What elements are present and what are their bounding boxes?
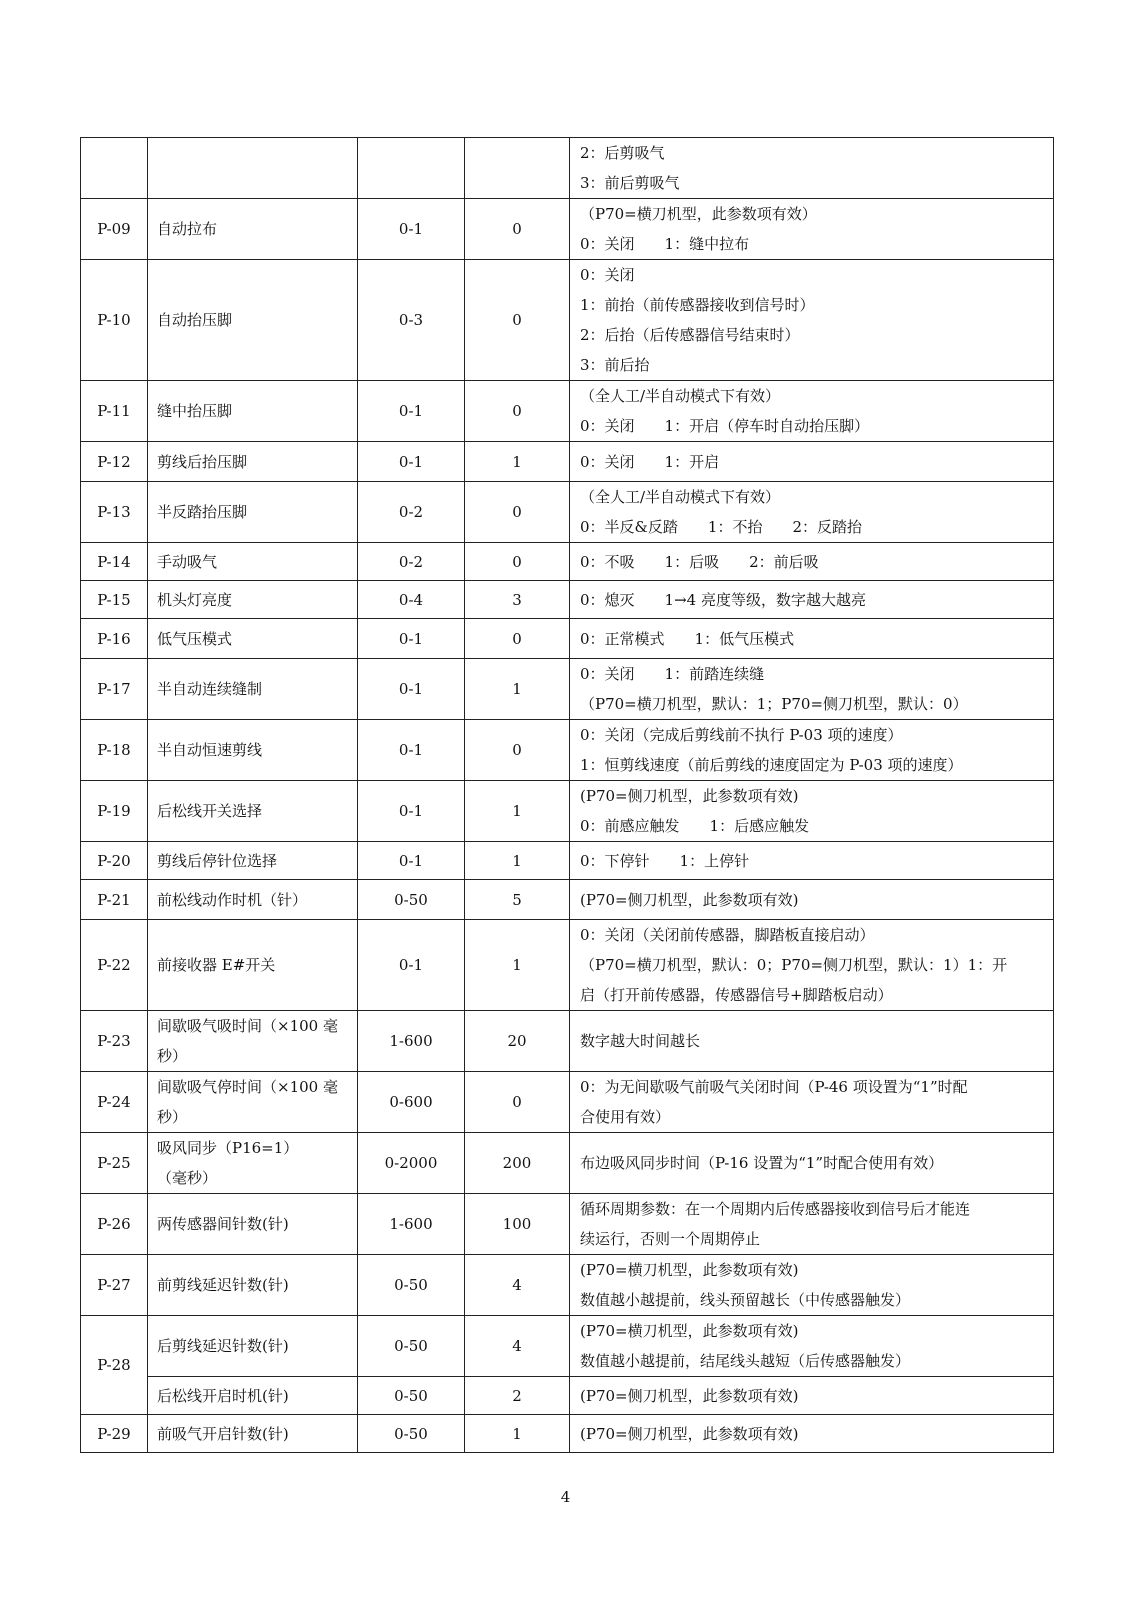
param-name-line: 剪线后停针位选择 <box>157 851 278 870</box>
param-description-line: 0：关闭 1：开启（停车时自动抬压脚） <box>580 417 870 435</box>
param-name-cell <box>148 1377 358 1415</box>
param-description-line: 1：前抬（前传感器接收到信号时） <box>580 296 815 314</box>
param-name-cell <box>148 720 358 781</box>
parameter-table <box>80 137 1054 1453</box>
table-row <box>81 543 1054 581</box>
param-description-line: 0：熄灭 1→4 亮度等级，数字越大越亮 <box>580 590 866 609</box>
param-name-line: 剪线后抬压脚 <box>157 452 248 471</box>
table-row <box>81 381 1054 442</box>
param-default-cell: 3 <box>465 581 570 619</box>
param-name-cell <box>148 781 358 842</box>
param-range-cell: 0-1 <box>358 381 465 442</box>
param-default-cell: 1 <box>465 920 570 1011</box>
param-description-line: 0：正常模式 1：低气压模式 <box>580 629 795 648</box>
param-name-cell <box>148 619 358 659</box>
param-name-line: 低气压模式 <box>157 629 233 648</box>
param-description-line: (P70=横刀机型，此参数项有效) <box>580 1261 799 1279</box>
param-name-line: 前剪线延迟针数(针) <box>157 1276 289 1294</box>
param-description-line: （全人工/半自动模式下有效） <box>580 488 781 506</box>
param-name-line: 间歇吸气停时间（×100 毫 <box>157 1078 338 1096</box>
param-name-line: 半自动连续缝制 <box>157 680 263 698</box>
param-description-line: 合使用有效） <box>580 1108 671 1126</box>
param-range-cell: 0-1 <box>358 920 465 1011</box>
param-code-cell: P-26 <box>81 1194 148 1255</box>
param-range-cell: 0-50 <box>358 1377 465 1415</box>
param-description-line: 0：关闭（关闭前传感器，脚踏板直接启动） <box>580 926 875 944</box>
param-range-cell: 0-50 <box>358 1255 465 1316</box>
param-description-line: 2：后抬（后传感器信号结束时） <box>580 326 800 344</box>
table-row <box>81 659 1054 720</box>
param-name-cell <box>148 1194 358 1255</box>
param-name-cell <box>148 1072 358 1133</box>
param-code-cell: P-12 <box>81 442 148 482</box>
param-description-cell <box>570 1072 1054 1133</box>
param-description-line: 数值越小越提前，线头预留越长（中传感器触发） <box>580 1291 911 1309</box>
param-default-cell: 0 <box>465 1072 570 1133</box>
param-description-line: (P70=横刀机型，此参数项有效) <box>580 1322 799 1340</box>
param-range-cell: 0-50 <box>358 880 465 920</box>
param-default-cell: 1 <box>465 1415 570 1453</box>
param-code-cell: P-18 <box>81 720 148 781</box>
param-description-cell <box>570 720 1054 781</box>
param-name-cell <box>148 880 358 920</box>
param-code-cell: P-20 <box>81 842 148 880</box>
table-row <box>81 619 1054 659</box>
param-name-cell <box>148 920 358 1011</box>
param-description-line: 0：关闭（完成后剪线前不执行 P-03 项的速度） <box>580 726 903 744</box>
param-name-cell <box>148 1316 358 1377</box>
param-description-cell <box>570 842 1054 880</box>
table-row <box>81 842 1054 880</box>
param-code-cell: P-16 <box>81 619 148 659</box>
param-description-cell <box>570 260 1054 381</box>
param-description-line: 0：不吸 1：后吸 2：前后吸 <box>580 552 819 571</box>
param-description-line: 0：关闭 1：缝中拉布 <box>580 235 750 253</box>
param-code-cell: P-27 <box>81 1255 148 1316</box>
param-range-cell: 0-1 <box>358 442 465 482</box>
param-range-cell: 0-2 <box>358 543 465 581</box>
param-name-line: （毫秒） <box>157 1169 218 1187</box>
param-range-cell: 0-3 <box>358 260 465 381</box>
param-description-cell <box>570 1255 1054 1316</box>
param-default-cell: 100 <box>465 1194 570 1255</box>
param-name-line: 半自动恒速剪线 <box>157 741 263 759</box>
param-description-line: 3：前后剪吸气 <box>580 174 680 192</box>
param-range-cell: 1-600 <box>358 1011 465 1072</box>
param-default-cell: 200 <box>465 1133 570 1194</box>
param-range-cell <box>358 138 465 199</box>
param-default-cell <box>465 138 570 199</box>
param-name-line: 自动抬压脚 <box>157 311 233 329</box>
table-row <box>81 781 1054 842</box>
table-row <box>81 1255 1054 1316</box>
param-description-cell <box>570 199 1054 260</box>
param-range-cell: 0-50 <box>358 1415 465 1453</box>
param-name-cell <box>148 1133 358 1194</box>
param-description-line: 0：前感应触发 1：后感应触发 <box>580 817 810 835</box>
param-code-cell <box>81 138 148 199</box>
param-range-cell: 0-1 <box>358 842 465 880</box>
param-description-line: 布边吸风同步时间（P-16 设置为“1”时配合使用有效） <box>580 1154 944 1172</box>
param-description-cell <box>570 442 1054 482</box>
param-name-cell <box>148 659 358 720</box>
param-range-cell: 0-4 <box>358 581 465 619</box>
param-range-cell: 0-1 <box>358 781 465 842</box>
param-code-cell: P-21 <box>81 880 148 920</box>
param-name-cell <box>148 1011 358 1072</box>
table-row <box>81 1011 1054 1072</box>
table-row <box>81 920 1054 1011</box>
param-description-line: (P70=侧刀机型，此参数项有效) <box>580 787 799 805</box>
param-description-line: (P70=侧刀机型，此参数项有效) <box>580 1386 799 1405</box>
param-name-cell <box>148 1415 358 1453</box>
param-code-cell: P-17 <box>81 659 148 720</box>
param-description-line: 0：半反&反踏 1：不抬 2：反踏抬 <box>580 518 862 536</box>
param-description-line: 数字越大时间越长 <box>580 1032 701 1050</box>
param-name-line: 前松线动作时机（针） <box>157 890 308 909</box>
param-description-cell <box>570 1316 1054 1377</box>
table-row <box>81 1072 1054 1133</box>
param-description-line: 启（打开前传感器，传感器信号+脚踏板启动） <box>580 986 893 1004</box>
param-name-line: 秒） <box>157 1047 188 1065</box>
param-range-cell: 0-2 <box>358 482 465 543</box>
param-description-cell <box>570 543 1054 581</box>
param-name-cell <box>148 482 358 543</box>
param-description-line: 2：后剪吸气 <box>580 144 665 162</box>
param-code-cell: P-11 <box>81 381 148 442</box>
param-code-cell: P-10 <box>81 260 148 381</box>
param-code-cell: P-14 <box>81 543 148 581</box>
param-default-cell: 0 <box>465 619 570 659</box>
param-name-line: 后松线开关选择 <box>157 802 263 820</box>
param-name-cell <box>148 138 358 199</box>
param-description-cell <box>570 920 1054 1011</box>
param-code-cell: P-28 <box>81 1316 148 1415</box>
param-name-line: 间歇吸气吸时间（×100 毫 <box>157 1017 338 1035</box>
param-code-cell: P-19 <box>81 781 148 842</box>
table-row <box>81 1316 1054 1377</box>
param-description-line: (P70=侧刀机型，此参数项有效) <box>580 890 799 909</box>
param-name-line: 自动拉布 <box>157 220 218 238</box>
param-description-cell <box>570 1133 1054 1194</box>
param-description-line: 0：关闭 1：前踏连续缝 <box>580 665 765 683</box>
param-range-cell: 0-1 <box>358 199 465 260</box>
param-name-cell <box>148 543 358 581</box>
parameter-table-body <box>81 138 1054 1453</box>
param-range-cell: 0-2000 <box>358 1133 465 1194</box>
param-description-line: 0：关闭 1：开启 <box>580 452 720 471</box>
param-code-cell: P-29 <box>81 1415 148 1453</box>
param-description-line: 3：前后抬 <box>580 356 650 374</box>
param-name-line: 吸风同步（P16=1） <box>157 1139 299 1157</box>
table-row <box>81 1133 1054 1194</box>
param-description-line: （全人工/半自动模式下有效） <box>580 387 781 405</box>
param-name-line: 后松线开启时机(针) <box>157 1386 289 1405</box>
table-row <box>81 138 1054 199</box>
param-code-cell: P-15 <box>81 581 148 619</box>
table-row <box>81 199 1054 260</box>
param-default-cell: 4 <box>465 1316 570 1377</box>
table-row <box>81 442 1054 482</box>
param-description-line: 数值越小越提前，结尾线头越短（后传感器触发） <box>580 1352 911 1370</box>
param-name-cell <box>148 442 358 482</box>
param-range-cell: 0-50 <box>358 1316 465 1377</box>
param-name-cell <box>148 381 358 442</box>
param-default-cell: 20 <box>465 1011 570 1072</box>
page-number: 4 <box>560 1488 571 1506</box>
param-description-cell <box>570 781 1054 842</box>
param-default-cell: 0 <box>465 482 570 543</box>
param-default-cell: 0 <box>465 260 570 381</box>
param-description-line: （P70=横刀机型，此参数项有效） <box>580 205 817 223</box>
table-row <box>81 482 1054 543</box>
param-name-line: 半反踏抬压脚 <box>157 503 248 521</box>
param-description-cell <box>570 880 1054 920</box>
param-code-cell: P-22 <box>81 920 148 1011</box>
param-description-line: 循环周期参数：在一个周期内后传感器接收到信号后才能连 <box>580 1200 971 1218</box>
param-default-cell: 0 <box>465 199 570 260</box>
param-description-cell <box>570 619 1054 659</box>
param-description-line: (P70=侧刀机型，此参数项有效) <box>580 1424 799 1443</box>
param-range-cell: 0-1 <box>358 720 465 781</box>
param-description-cell <box>570 482 1054 543</box>
param-description-line: 续运行，否则一个周期停止 <box>580 1230 761 1248</box>
param-name-line: 缝中抬压脚 <box>157 402 233 420</box>
param-default-cell: 4 <box>465 1255 570 1316</box>
param-code-cell: P-09 <box>81 199 148 260</box>
param-description-line: 1：恒剪线速度（前后剪线的速度固定为 P-03 项的速度） <box>580 756 963 774</box>
param-description-line: 0：关闭 <box>580 266 635 284</box>
param-description-cell <box>570 138 1054 199</box>
param-default-cell: 1 <box>465 659 570 720</box>
param-description-line: 0：下停针 1：上停针 <box>580 851 750 870</box>
param-default-cell: 1 <box>465 842 570 880</box>
param-default-cell: 0 <box>465 543 570 581</box>
param-default-cell: 0 <box>465 381 570 442</box>
param-name-cell <box>148 199 358 260</box>
param-description-cell <box>570 659 1054 720</box>
param-name-line: 机头灯亮度 <box>157 590 233 609</box>
param-name-line: 两传感器间针数(针) <box>157 1215 289 1233</box>
param-code-cell: P-24 <box>81 1072 148 1133</box>
param-name-cell <box>148 1255 358 1316</box>
param-name-cell <box>148 260 358 381</box>
param-code-cell: P-23 <box>81 1011 148 1072</box>
table-row <box>81 1415 1054 1453</box>
param-name-line: 秒） <box>157 1108 188 1126</box>
param-range-cell: 0-1 <box>358 619 465 659</box>
param-default-cell: 1 <box>465 442 570 482</box>
param-description-line: （P70=横刀机型，默认：1；P70=侧刀机型，默认：0） <box>580 695 968 713</box>
param-description-cell <box>570 1415 1054 1453</box>
table-row <box>81 720 1054 781</box>
param-description-cell <box>570 581 1054 619</box>
param-description-cell <box>570 381 1054 442</box>
param-description-cell <box>570 1194 1054 1255</box>
table-row <box>81 581 1054 619</box>
param-name-line: 后剪线延迟针数(针) <box>157 1337 289 1355</box>
param-code-cell: P-13 <box>81 482 148 543</box>
param-description-line: （P70=横刀机型，默认：0；P70=侧刀机型，默认：1）1：开 <box>580 956 1008 974</box>
param-default-cell: 2 <box>465 1377 570 1415</box>
param-name-line: 手动吸气 <box>157 552 218 571</box>
param-range-cell: 0-600 <box>358 1072 465 1133</box>
table-row <box>81 1194 1054 1255</box>
table-row <box>81 1377 1054 1415</box>
table-row <box>81 880 1054 920</box>
table-row <box>81 260 1054 381</box>
param-description-cell <box>570 1377 1054 1415</box>
param-name-line: 前接收器 E#开关 <box>157 956 276 974</box>
param-default-cell: 0 <box>465 720 570 781</box>
param-range-cell: 1-600 <box>358 1194 465 1255</box>
param-default-cell: 5 <box>465 880 570 920</box>
param-name-cell <box>148 581 358 619</box>
param-range-cell: 0-1 <box>358 659 465 720</box>
param-description-line: 0：为无间歇吸气前吸气关闭时间（P-46 项设置为“1”时配 <box>580 1078 968 1096</box>
param-name-line: 前吸气开启针数(针) <box>157 1424 289 1443</box>
param-name-cell <box>148 842 358 880</box>
param-description-cell <box>570 1011 1054 1072</box>
param-default-cell: 1 <box>465 781 570 842</box>
param-code-cell: P-25 <box>81 1133 148 1194</box>
